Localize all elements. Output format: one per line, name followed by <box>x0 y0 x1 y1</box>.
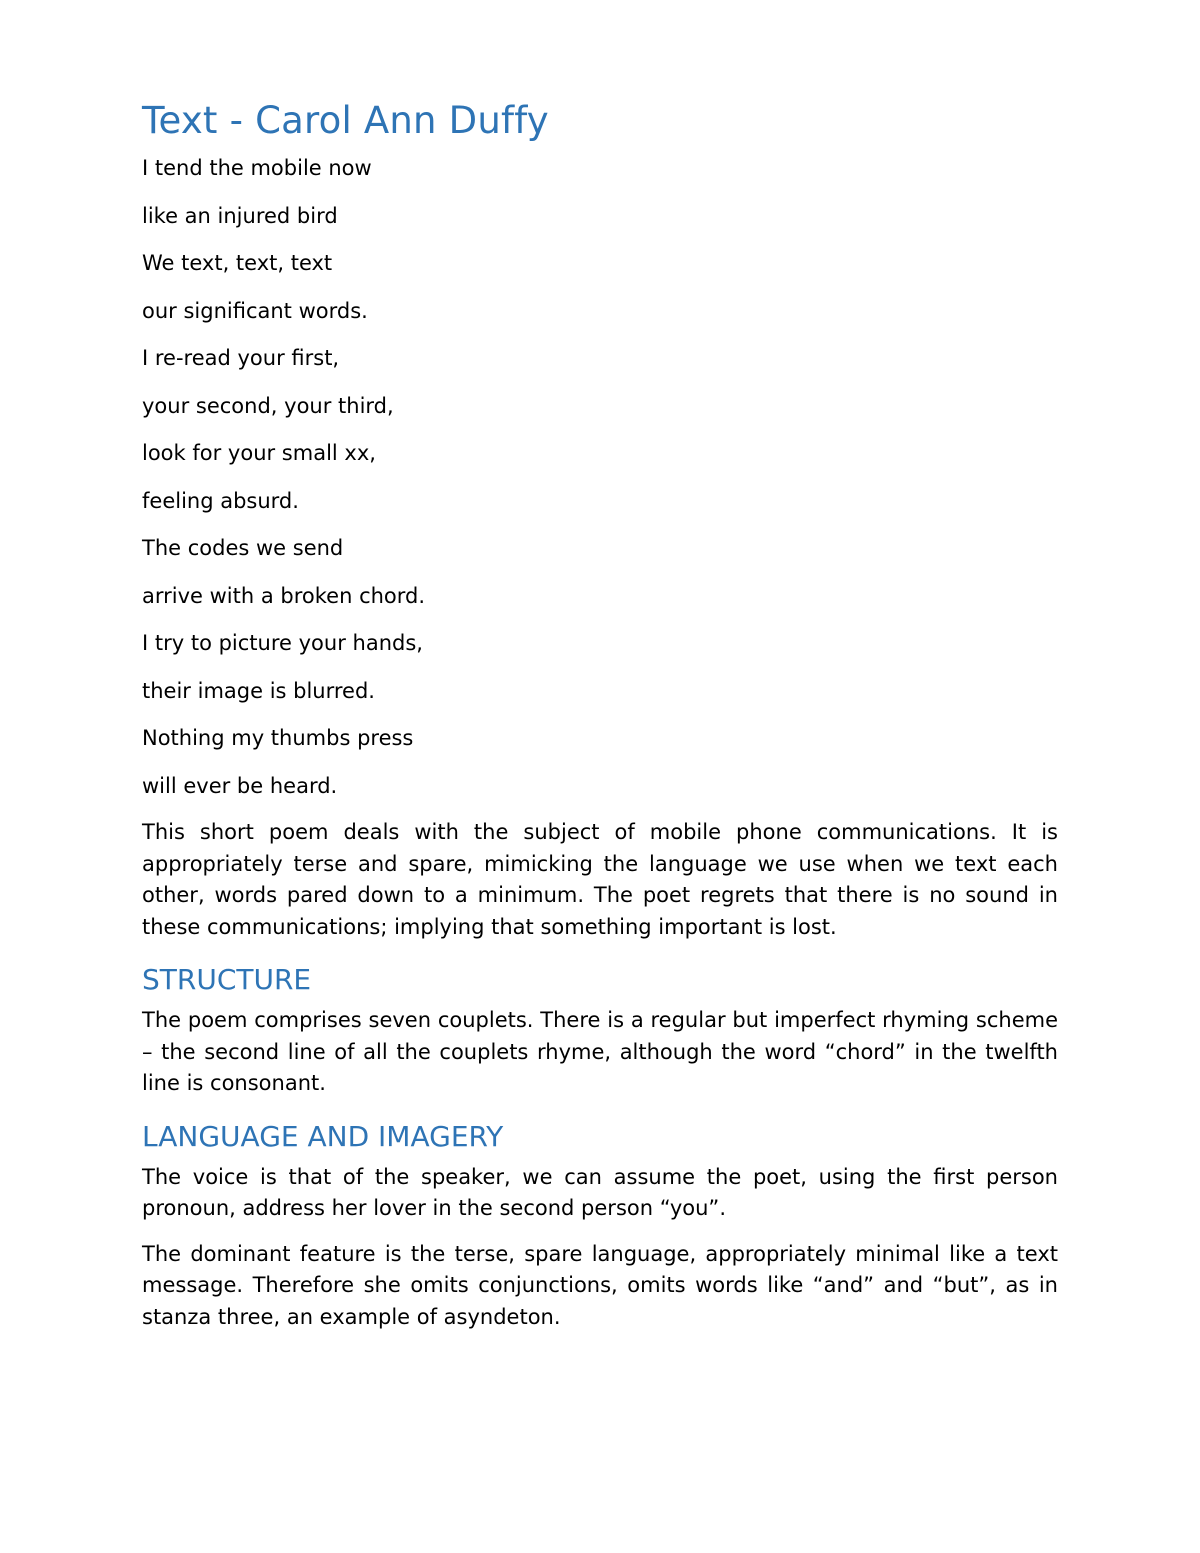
poem-line: Nothing my thumbs press <box>142 726 414 750</box>
document-page <box>142 98 1058 1347</box>
poem-line: will ever be heard. <box>142 773 338 798</box>
poem-line: I re-read your first, <box>142 346 340 370</box>
poem-line: I tend the mobile now <box>142 156 372 180</box>
poem-line: your second, your third, <box>142 393 394 418</box>
poem-line: our significant words. <box>142 298 368 323</box>
poem-line: I try to picture your hands, <box>142 631 423 655</box>
poem-line: feeling absurd. <box>142 488 299 513</box>
structure-paragraph: The poem comprises seven couplets. There is a regular but imperfect rhyming scheme – the second line of all the couplets rhyme, although the word “chord” in the twelfth line is consonant. <box>142 1008 1058 1095</box>
poem-line: like an injured bird <box>142 203 338 228</box>
page-title: Text - Carol Ann Duffy <box>142 99 549 142</box>
section-heading-structure: STRUCTURE <box>142 963 312 996</box>
language-paragraph-dominant-feature: The dominant feature is the terse, spare language, appropriately minimal like a text message. Therefore she omits conjunctions, omits words like “and” and “but”, as in stanza three, an example of asyndeton. <box>142 1241 1058 1329</box>
poem <box>142 152 1058 802</box>
poem-line: arrive with a broken chord. <box>142 583 426 608</box>
poem-line: look for your small xx, <box>142 441 376 465</box>
section-heading-language-imagery: LANGUAGE AND IMAGERY <box>142 1119 504 1153</box>
language-paragraph-voice: The voice is that of the speaker, we can assume the poet, using the first person pronoun, address her lover in the second person “you”. <box>142 1164 1058 1220</box>
poem-line: The codes we send <box>142 536 344 560</box>
poem-line: their image is blurred. <box>142 678 375 703</box>
poem-line: We text, text, text <box>142 251 333 275</box>
intro-paragraph: This short poem deals with the subject of mobile phone communications. It is appropriately terse and spare, mimicking the language we use when we text each other, words pared down to a minimum. The poet regrets that there is no sound in these communications; implying that something important is lost. <box>142 820 1058 939</box>
